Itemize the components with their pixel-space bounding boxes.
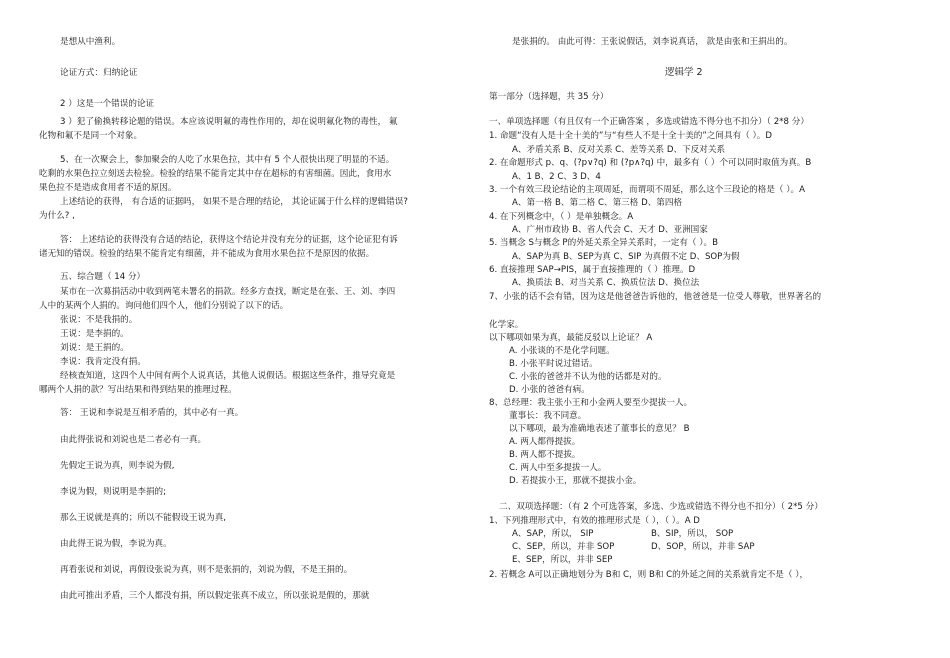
text-line: 经核查知道，这四个人中间有两个人说真话，其他人说假话。根据这些条件，推导究竟是	[60, 371, 396, 381]
section-heading: 五、综合题（ 14 分）	[60, 272, 146, 282]
text-line: 化物和氟不是同一个对象。	[39, 131, 143, 141]
text-line: 由此得张说和刘说也是二者必有一真。	[60, 435, 207, 445]
text-line: 那么王说就是真的；所以不能假设王说为真,	[60, 513, 227, 523]
options: A、矛盾关系 B、反对关系 C、差等关系 D、下反对关系	[512, 145, 726, 155]
text-line: 论证方式：归纳论证	[60, 68, 138, 78]
option: A. 两人都得提拔。	[509, 437, 581, 447]
option: D. 若提拔小王，那就不提拔小金。	[509, 476, 642, 486]
section-heading: 二、双项选择题：（有 2 个可选答案，多选、少选或错选不得分也不扣分）（ 2*5 分）	[499, 502, 823, 512]
options: A、广州市政协 B、省人代会 C、天才 D、亚洲国家	[512, 225, 708, 235]
option: D、SOP，所以，并非 SAP	[651, 542, 755, 552]
section-heading: 第一部分（选择题，共 35 分）	[489, 92, 609, 102]
question: 8、总经理：我主张小王和小金两人要至少提拔一人。	[489, 398, 693, 408]
page-title: 逻辑学 2	[665, 67, 703, 78]
question: 5. 当概念 S与概念 P的外延关系全异关系时，一定有（ ）。B	[489, 238, 719, 248]
text-line: 人中的某两个人捐的。询问他们四个人，他们分别说了以下的话。	[39, 301, 289, 311]
text-line: 为什么? ,	[39, 211, 75, 221]
option: C、SEP，所以，并非 SOP	[512, 542, 615, 552]
question: 1、下列推理形式中，有效的推理形式是（ ），（ ）。A D	[489, 516, 700, 526]
text-line: 张说：不是我捐的。	[60, 315, 138, 325]
text-line: 3 ）犯了偷换转移论题的错误。本应该说明氟的毒性作用的，却在说明氟化物的毒性， 氟	[60, 117, 398, 127]
question: 1. 命题“没有人是十全十美的”与“有些人不是十全十美的”之间具有（ ）。D	[489, 131, 773, 141]
option: C. 小张的爸爸并不认为他的话都是对的。	[509, 372, 667, 382]
options: A、第一格 B、第二格 C、第三格 D、第四格	[512, 198, 683, 208]
options: A、SAP为真 B、SEP为真 C、SIP 为真假不定 D、SOP为假	[512, 252, 740, 262]
text-line: 哪两个人捐的款？写出结果和得到结果的推理过程。	[39, 385, 237, 395]
text-line: 吃剩的水果色拉立刻送去检验。检验的结果不能肯定其中存在超标的有害细菌。因此，食用水	[39, 169, 392, 179]
question: 6. 直接推理 SAP→PIS，属于直接推理的（ ）推理。D	[489, 265, 696, 275]
options: A、1 B、2 C、3 D、4	[512, 172, 601, 182]
text-line: 李说为假，则说明是李捐的;	[60, 487, 167, 497]
text-line: 化学家。	[489, 320, 524, 330]
text-line: 诸无知的错误。检验的结果不能肯定有细菌，并不能成为食用水果色拉不是原因的依据。	[39, 249, 375, 259]
text-line: 由此可推出矛盾，三个人都没有捐，所以假定张真不成立，所以张说是假的，那就	[60, 591, 370, 601]
option: B. 小张平时说过错话。	[509, 359, 598, 369]
text-line: 果色拉不是造成食用者不适的原因。	[39, 183, 177, 193]
text-line: 王说：是李捐的。	[60, 329, 129, 339]
option: B、SIP，所以， SOP	[651, 529, 734, 539]
text-line: 刘说：是王捐的。	[60, 343, 129, 353]
text-line: 李说：我肯定没有捐。	[60, 357, 146, 367]
option: E、SEP，所以，并非 SEP	[512, 555, 613, 565]
question: 2. 在命题形式 p、q、(?p∨?q) 和 (?p∧?q) 中，最多有（ ）个可以同时取值为真。B	[489, 158, 812, 168]
options: A、换质法 B、对当关系 C、换质位法 D、换位法	[512, 278, 700, 288]
text-line: 先假定王说为真，则李说为假,	[60, 461, 175, 471]
option: A、SAP，所以， SIP	[512, 529, 594, 539]
text-line: 答： 王说和李说是互相矛盾的，其中必有一真。	[60, 408, 244, 418]
text-line: 是张捐的。 由此可得：王张说假话，刘李说真话， 款是由张和王捐出的。	[512, 37, 793, 47]
text-line: 以下哪项如果为真，最能反驳以上论证？ A	[489, 333, 653, 343]
option: A. 小张谈的不是化学问题。	[509, 346, 615, 356]
text-line: 董事长：我不同意。	[509, 411, 587, 421]
question: 4. 在下列概念中，（ ）是单独概念。A	[489, 212, 634, 222]
question: 7、小张的话不会有错，因为这是他爸爸告诉他的，他爸爸是一位受人尊敬，世界著名的	[489, 292, 822, 302]
text-line: 上述结论的获得， 有合适的证据吗， 如果不是合理的结论， 其论证属于什么样的逻辑错误?	[60, 197, 408, 207]
option: B. 两人都不提拔。	[509, 450, 581, 460]
text-line: 2 ）这是一个错误的论证	[60, 99, 155, 109]
text-line: 某市在一次募捐活动中收到两笔未署名的捐款。经多方查找，断定是在张、王、刘、李四	[60, 287, 396, 297]
section-heading: 一、单项选择题（有且仅有一个正确答案 ，多选或错选不得分也不扣分）（ 2*8 分）	[489, 117, 809, 127]
text-line: 再看张说和刘说，再假设张说为真，则不是张捐的，刘说为假，不是王捐的。	[60, 565, 353, 575]
text-line: 答： 上述结论的获得没有合适的结论，获得这个结论并没有充分的证据，这个论证犯有诉	[60, 235, 398, 245]
text-line: 是想从中渔利。	[60, 37, 121, 47]
option: C. 两人中至多提拔一人。	[509, 463, 607, 473]
option: D. 小张的爸爸有病。	[509, 385, 590, 395]
text-line: 由此得王说为假，李说为真。	[60, 539, 172, 549]
text-line: 5、在一次聚会上，参加聚会的人吃了水果色拉，其中有 5 个人很快出现了明显的不适。	[60, 155, 395, 165]
question: 2. 若概念 A可以正确地划分为 B和 C，则 B和 C的外延之间的关系就肯定不是（ ），	[489, 570, 809, 580]
question: 3. 一个有效三段论结论的主项周延，而谓项不周延，那么这个三段论的格是（ ）。A	[489, 185, 806, 195]
text-line: 以下哪项，最为准确地表述了董事长的意见？ B	[509, 424, 690, 434]
